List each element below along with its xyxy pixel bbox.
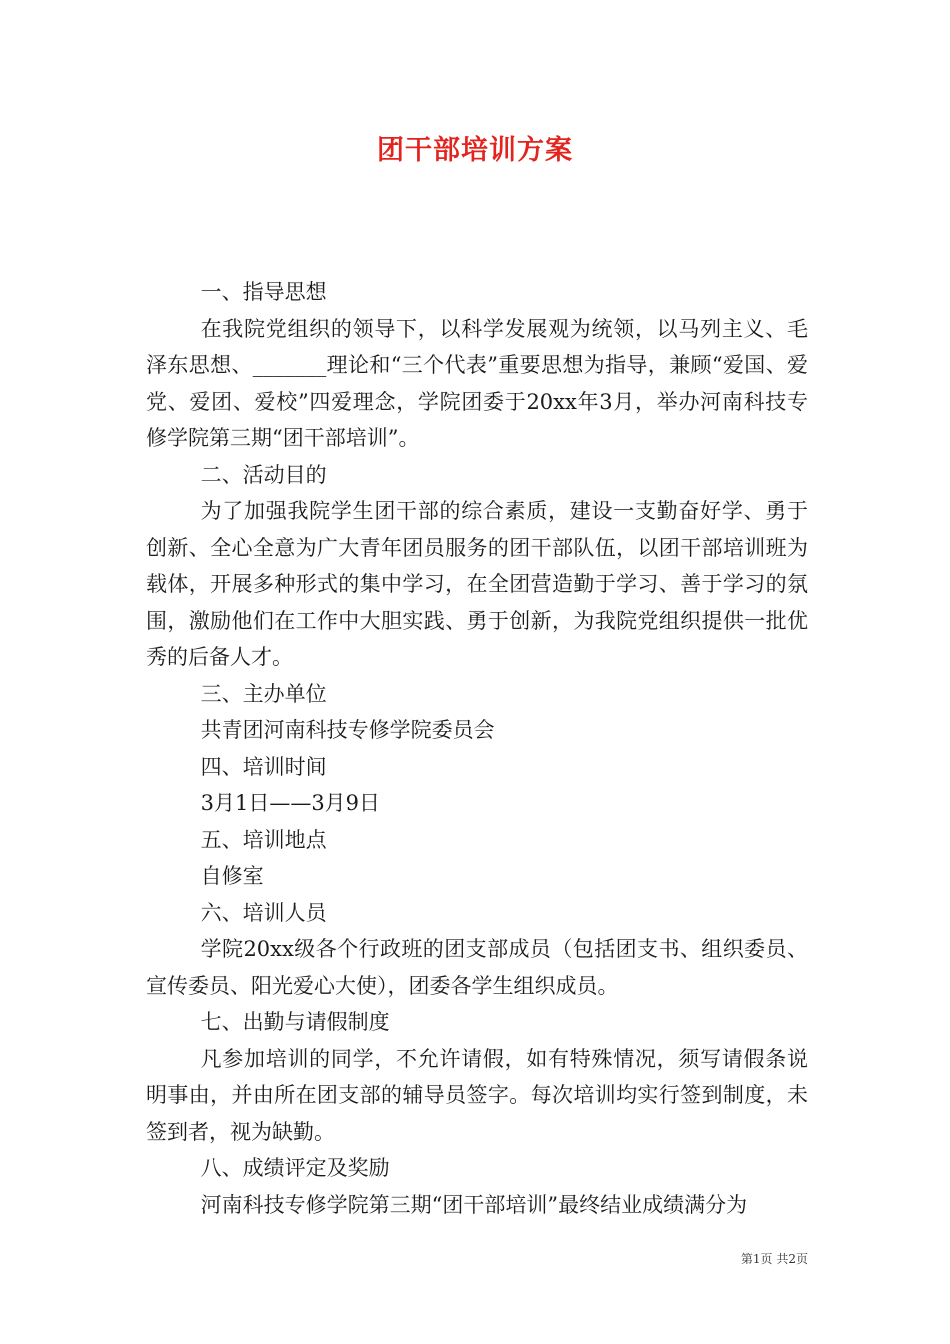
paragraph-guiding-ideology: 在我院党组织的领导下，以科学发展观为统领，以马列主义、毛泽东思想、_______理论和“三个代表”重要思想为指导，兼顾“爱国、爱党、爱团、爱校”四爱理念，学院团委于20xx年3月，举办河南科技专修学院第三期“团干部培训”。 — [146, 316, 808, 450]
section-heading-activity-purpose: 二、活动目的 — [200, 462, 327, 487]
paragraph-trainees: 学院20xx级各个行政班的团支部成员（包括团支书、组织委员、宣传委员、阳光爱心大使），团委各学生组织成员。 — [146, 937, 808, 998]
paragraph-organizer: 共青团河南科技专修学院委员会 — [200, 718, 495, 742]
paragraph-grading: 河南科技专修学院第三期“团干部培训”最终结业成绩满分为 — [200, 1192, 748, 1217]
paragraph-attendance: 凡参加培训的同学，不允许请假，如有特殊情况，须写请假条说明事由，并由所在团支部的辅导员签字。每次培训均实行签到制度，未签到者，视为缺勤。 — [146, 1046, 808, 1144]
paragraph-training-location: 自修室 — [200, 864, 264, 888]
section-heading-trainees: 六、培训人员 — [200, 900, 327, 925]
section-heading-organizer: 三、主办单位 — [200, 681, 327, 706]
section-heading-attendance: 七、出勤与请假制度 — [200, 1010, 390, 1034]
section-heading-guiding-ideology: 一、指导思想 — [200, 280, 327, 304]
paragraph-activity-purpose: 为了加强我院学生团干部的综合素质，建设一支勤奋好学、勇于创新、全心全意为广大青年团员服务的团干部队伍，以团干部培训班为载体，开展多种形式的集中学习，在全团营造勤于学习、善于学习的氛围，激励他们在工作中大胆实践、勇于创新，为我院党组织提供一批优秀的后备人才。 — [146, 499, 808, 669]
section-heading-training-location: 五、培训地点 — [200, 827, 327, 852]
paragraph-training-time: 3月1日——3月9日 — [200, 791, 381, 815]
page-number-footer: 第1页 共2页 — [740, 1252, 808, 1266]
section-heading-training-time: 四、培训时间 — [200, 754, 327, 779]
document-title: 团干部培训方案 — [377, 135, 573, 166]
section-heading-grading: 八、成绩评定及奖励 — [200, 1156, 390, 1180]
document-body — [146, 274, 808, 1223]
